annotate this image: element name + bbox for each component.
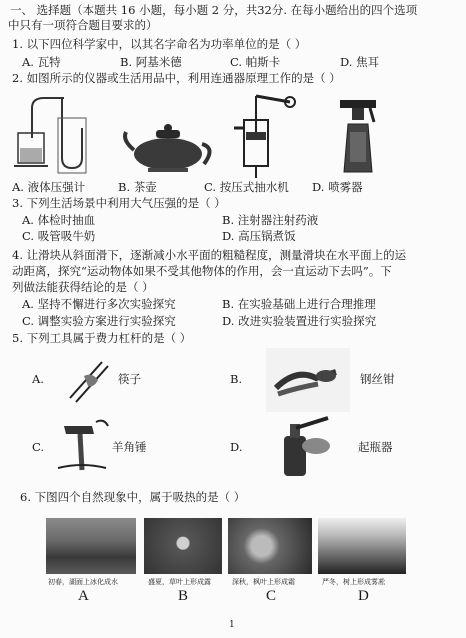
wire-pliers-image bbox=[266, 348, 350, 412]
q4-stem-line3: 列做法能获得结论的是（ ） bbox=[12, 280, 154, 294]
q5-letter-d: D. bbox=[230, 440, 243, 454]
q4-option-d: D. 改进实验装置进行实验探究 bbox=[222, 314, 377, 328]
q4-stem-line2: 动距离，探究“运动物体如果不受其他物体的作用，会一直运动下去吗”。下 bbox=[12, 264, 392, 278]
q4-stem-line1: 4. 让滑块从斜面滑下，逐渐减小水平面的粗糙程度，测量滑块在水平面上的运 bbox=[12, 248, 407, 262]
q5-letter-c: C. bbox=[32, 440, 45, 454]
claw-hammer-image bbox=[52, 416, 112, 476]
q6-letter-a: A bbox=[78, 588, 89, 604]
q6-caption-c: 深秋，枫叶上形成霜 bbox=[232, 578, 295, 586]
chopsticks-image bbox=[62, 358, 112, 404]
q5-name-d: 起瓶器 bbox=[358, 440, 393, 454]
q2-stem: 2. 如图所示的仪器或生活用品中，利用连通器原理工作的是（ ） bbox=[12, 71, 341, 85]
q2-option-b: B. 茶壶 bbox=[118, 180, 157, 194]
q3-option-b: B. 注射器注射药液 bbox=[222, 213, 319, 227]
q1-option-b: B. 阿基米德 bbox=[120, 55, 182, 69]
q4-option-a: A. 坚持不懈进行多次实验探究 bbox=[22, 297, 176, 311]
q6-caption-a: 初春，湖面上冰化成水 bbox=[48, 578, 118, 586]
q5-letter-b: B. bbox=[230, 372, 243, 386]
q2-option-c: C. 按压式抽水机 bbox=[204, 180, 289, 194]
q6-caption-d: 严冬，树上形成雾凇 bbox=[322, 578, 385, 586]
photo-rime-on-tree bbox=[318, 518, 406, 574]
q6-caption-b: 盛夏，草叶上形成露 bbox=[148, 578, 211, 586]
q4-option-b: B. 在实验基础上进行合理推理 bbox=[222, 297, 376, 311]
q5-letter-a: A. bbox=[32, 372, 44, 386]
q1-option-d: D. 焦耳 bbox=[340, 55, 380, 69]
q6-letter-d: D bbox=[358, 588, 369, 604]
q1-option-c: C. 帕斯卡 bbox=[230, 55, 281, 69]
q6-letter-c: C bbox=[266, 588, 277, 604]
q5-name-c: 羊角锤 bbox=[112, 440, 147, 454]
page-number: 1 bbox=[229, 620, 235, 630]
q3-option-c: C. 吸管吸牛奶 bbox=[22, 229, 96, 243]
q5-stem: 5. 下列工具属于费力杠杆的是（ ） bbox=[12, 331, 192, 345]
q3-option-a: A. 体检时抽血 bbox=[22, 213, 96, 227]
photo-frost-on-leaf bbox=[228, 518, 312, 574]
water-pump-image bbox=[226, 92, 298, 178]
photo-ice-melting bbox=[46, 518, 136, 574]
q1-stem: 1. 以下四位科学家中，以其名字命名为功率单位的是（ ） bbox=[12, 37, 307, 51]
bottle-opener-image bbox=[266, 416, 336, 478]
q6-letter-b: B bbox=[178, 588, 189, 604]
section-header-line2: 中只有一项符合题目要求的） bbox=[8, 18, 158, 32]
q2-option-a: A. 液体压强计 bbox=[12, 180, 86, 194]
q5-name-b: 钢丝钳 bbox=[360, 372, 395, 386]
q5-name-a: 筷子 bbox=[118, 372, 141, 386]
q1-option-a: A. 瓦特 bbox=[22, 55, 61, 69]
q3-stem: 3. 下列生活场景中利用大气压强的是（ ） bbox=[12, 196, 226, 210]
spray-bottle-image bbox=[330, 92, 390, 178]
section-header-line1: 一、 选择题（本题共 16 小题，每小题 2 分，共32分. 在每小题给出的四个选项 bbox=[10, 3, 418, 17]
q2-option-d: D. 喷雾器 bbox=[312, 180, 363, 194]
q6-stem: 6. 下图四个自然现象中，属于吸热的是（ ） bbox=[20, 490, 246, 504]
teapot-image bbox=[118, 118, 218, 176]
q3-option-d: D. 高压锅煮饭 bbox=[222, 229, 296, 243]
photo-dew-on-grass bbox=[144, 518, 222, 574]
q4-option-c: C. 调整实验方案进行实验探究 bbox=[22, 314, 176, 328]
pressure-gauge-image bbox=[14, 88, 104, 176]
